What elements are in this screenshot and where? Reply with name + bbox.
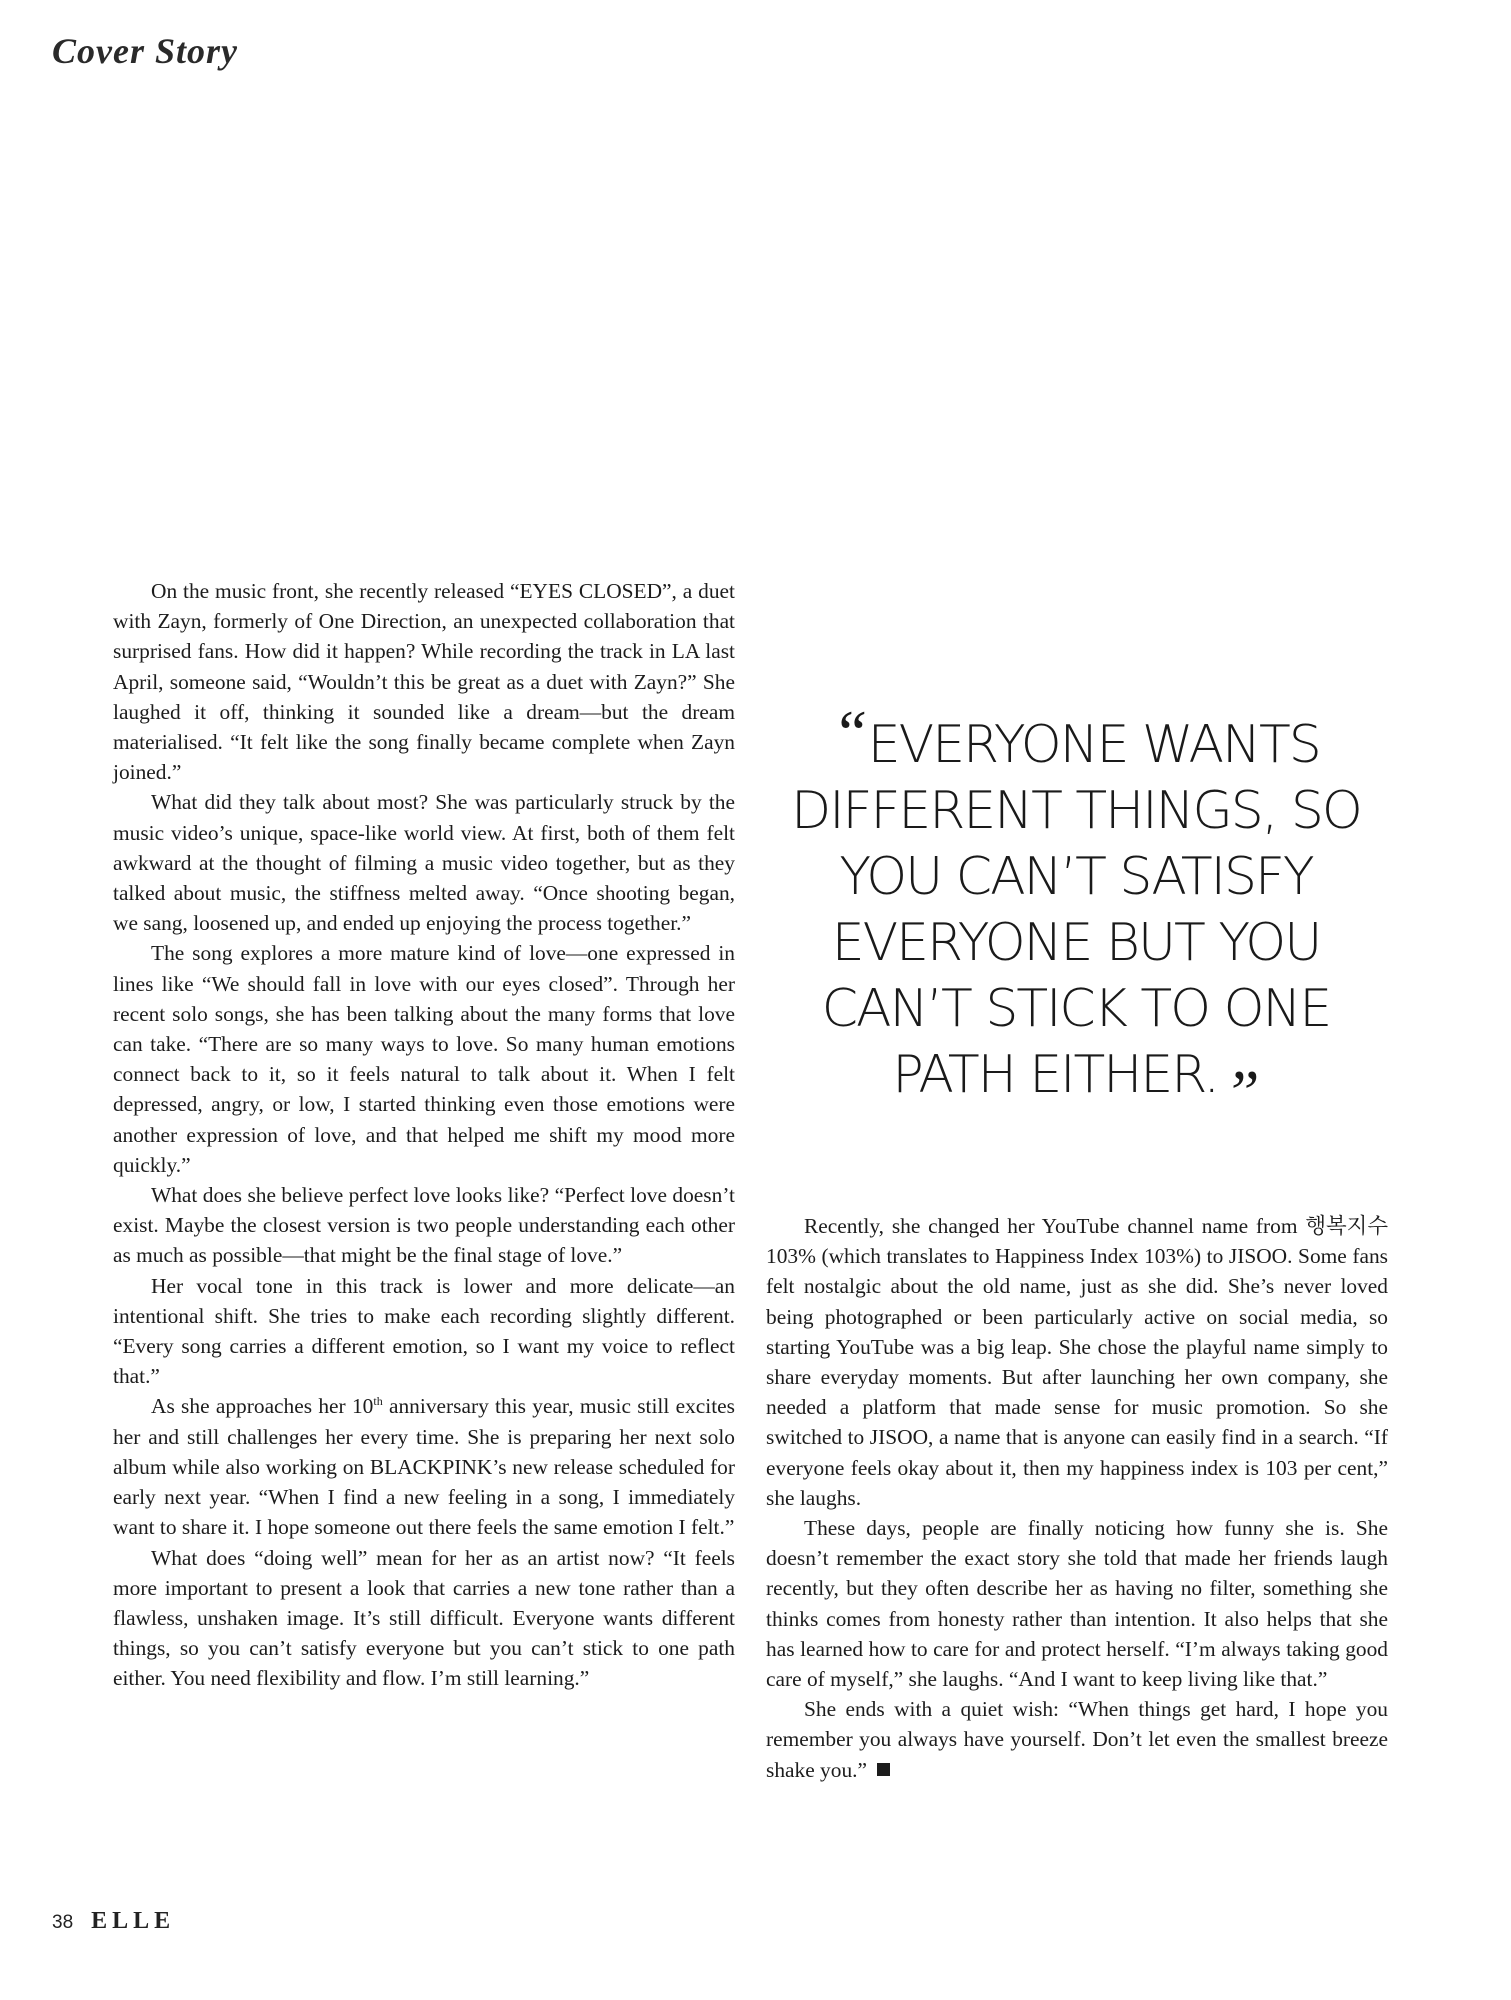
article-left-column: [113, 576, 735, 1694]
paragraph: The song explores a more mature kind of love—one expressed in lines like “We should fall in love with our eyes closed”. Through her recent solo songs, she has been talking about the many forms that love can take. “There are so many ways to love. So many human emotions connect back to it, so it feels natural to talk about it. When I felt depressed, angry, or low, I started thinking even those emotions were another expression of love, and that helped me shift my mood more quickly.”: [113, 941, 735, 1177]
pull-quote-text: EVERYONE WANTS DIFFERENT THINGS, SO YOU CAN’T SATISFY EVERYONE BUT YOU CAN’T STICK TO ONE PATH EITHER.: [791, 715, 1361, 1105]
open-quote-mark: “: [832, 697, 868, 768]
paragraph: These days, people are finally noticing how funny she is. She doesn’t remember the exact story she told that made her friends laugh recently, but they often describe her as having no filter, something she thinks comes from honesty rather than intention. It also helps that she has learned how to care for and protect herself. “I’m always taking good care of myself,” she laughs. “And I want to keep living like that.”: [766, 1516, 1388, 1692]
article-right-column: [766, 1211, 1388, 1785]
close-quote-mark: ”: [1224, 1057, 1260, 1128]
paragraph: What does “doing well” mean for her as an artist now? “It feels more important to present a look that carries a new tone rather than a flawless, unshaken image. It’s still difficult. Everyone wants different things, so you can’t satisfy everyone but you can’t stick to one path either. You need flexibility and flow. I’m still learning.”: [113, 1545, 735, 1691]
ordinal-superscript: th: [373, 1394, 383, 1409]
pull-quote: [770, 697, 1382, 1128]
paragraph-text: She ends with a quiet wish: “When things get hard, I hope you remember you always have yourself. Don’t let even the smallest breeze shake you.”: [766, 1697, 1388, 1782]
paragraph-text: anniversary this year, music still excites her and still challenges her every time. She is preparing her next solo album while also working on BLACKPINK’s new release scheduled for early next year. “When I find a new feeling in a song, I immediately want to share it. I hope someone out there feels the same emotion I felt.”: [113, 1394, 735, 1540]
paragraph: [766, 1694, 1388, 1785]
paragraph: Her vocal tone in this track is lower and more delicate—an intentional shift. She tries to make each recording slightly different. “Every song carries a different emotion, so I want my voice to reflect that.”: [113, 1273, 735, 1389]
paragraph: Recently, she changed her YouTube channel name from 행복지수 103% (which translates to Happiness Index 103%) to JISOO. Some fans felt nostalgic about the old name, just as she did. She’s never loved being photographed or been particularly active on social media, so starting YouTube was a big leap. She chose the playful name simply to share everyday moments. But after launching her own company, she needed a platform that made sense for music promotion. So she switched to JISOO, a name that is anyone can easily find in a search. “If everyone feels okay about it, then my happiness index is 103 per cent,” she laughs.: [766, 1214, 1388, 1510]
end-mark-icon: [877, 1763, 890, 1776]
paragraph: [113, 1391, 735, 1542]
paragraph: What does she believe perfect love looks like? “Perfect love doesn’t exist. Maybe the closest version is two people understanding each other as much as possible—that might be the final stage of love.”: [113, 1183, 735, 1268]
magazine-logo: ELLE: [91, 1908, 176, 1934]
paragraph: On the music front, she recently released “EYES CLOSED”, a duet with Zayn, formerly of One Direction, an unexpected collaboration that surprised fans. How did it happen? While recording the track in LA last April, someone said, “Wouldn’t this be great as a duet with Zayn?” She laughed it off, thinking it sounded like a dream—but the dream materialised. “It felt like the song finally became complete when Zayn joined.”: [113, 579, 735, 785]
section-label: Cover Story: [52, 31, 238, 71]
page-number: 38: [52, 1912, 74, 1933]
paragraph: What did they talk about most? She was particularly struck by the music video’s unique, space-like world view. At first, both of them felt awkward at the thought of filming a music video together, but as they talked about music, the stiffness melted away. “Once shooting began, we sang, loosened up, and ended up enjoying the process together.”: [113, 790, 735, 936]
paragraph-text: As she approaches her 10: [151, 1394, 374, 1419]
page-footer: [52, 1908, 175, 1935]
